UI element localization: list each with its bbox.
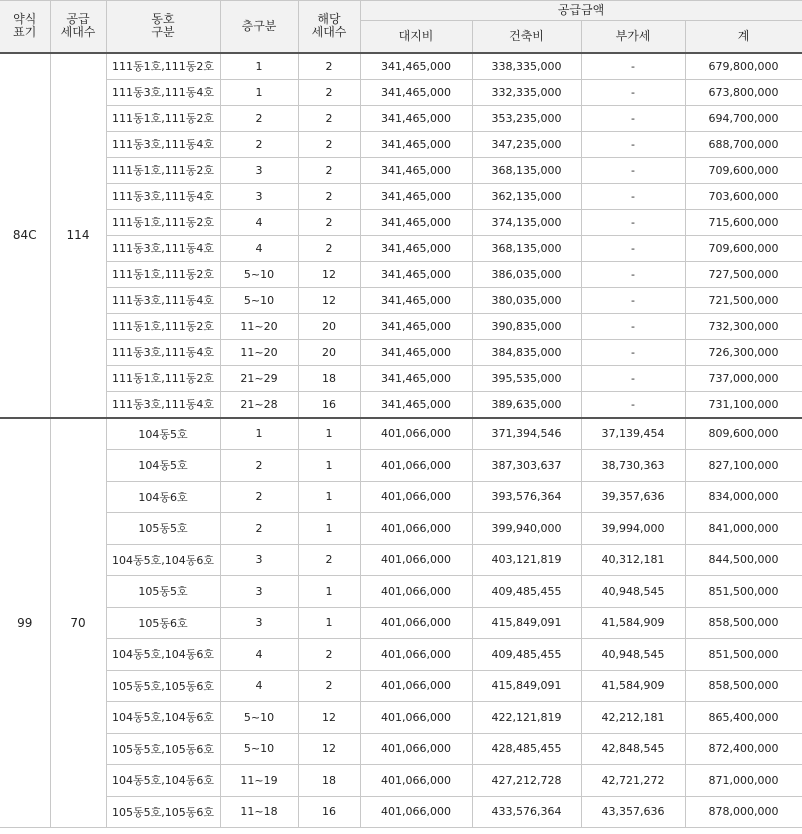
floor-cell: 21~28 xyxy=(220,391,298,418)
header-units xyxy=(298,1,360,53)
header-unit xyxy=(106,1,220,53)
unit-cell: 104동5호 xyxy=(106,418,220,450)
floor-cell: 11~20 xyxy=(220,339,298,365)
land-cell: 401,066,000 xyxy=(360,544,472,576)
floor-cell: 4 xyxy=(220,639,298,671)
unit-cell: 105동5호 xyxy=(106,513,220,545)
vat-cell: 39,994,000 xyxy=(581,513,685,545)
vat-cell: 37,139,454 xyxy=(581,418,685,450)
header-supply-units-line1: 공급 xyxy=(66,12,90,27)
floor-cell: 1 xyxy=(220,53,298,80)
total-cell: 841,000,000 xyxy=(685,513,802,545)
header-units-line1: 해당 xyxy=(317,12,341,27)
land-cell: 401,066,000 xyxy=(360,702,472,734)
count-cell: 1 xyxy=(298,513,360,545)
table-row xyxy=(0,105,802,131)
vat-cell: 41,584,909 xyxy=(581,607,685,639)
table-header xyxy=(0,1,802,53)
land-cell: 401,066,000 xyxy=(360,765,472,797)
header-unit-line1: 동호 xyxy=(151,12,175,27)
building-cell: 427,212,728 xyxy=(472,765,581,797)
table-row xyxy=(0,157,802,183)
unit-cell: 111동1호,111동2호 xyxy=(106,209,220,235)
count-cell: 2 xyxy=(298,157,360,183)
count-cell: 12 xyxy=(298,733,360,765)
total-cell: 732,300,000 xyxy=(685,313,802,339)
floor-cell: 4 xyxy=(220,209,298,235)
table-row xyxy=(0,313,802,339)
floor-cell: 5~10 xyxy=(220,287,298,313)
building-cell: 399,940,000 xyxy=(472,513,581,545)
land-cell: 341,465,000 xyxy=(360,79,472,105)
unit-cell: 105동6호 xyxy=(106,607,220,639)
count-cell: 2 xyxy=(298,79,360,105)
vat-cell: - xyxy=(581,391,685,418)
unit-cell: 111동1호,111동2호 xyxy=(106,261,220,287)
header-land: 대지비 xyxy=(360,21,472,53)
count-cell: 20 xyxy=(298,313,360,339)
land-cell: 401,066,000 xyxy=(360,796,472,828)
total-cell: 827,100,000 xyxy=(685,450,802,482)
unit-cell: 111동3호,111동4호 xyxy=(106,339,220,365)
count-cell: 1 xyxy=(298,607,360,639)
count-cell: 2 xyxy=(298,639,360,671)
type-cell: 84C xyxy=(0,53,50,418)
land-cell: 341,465,000 xyxy=(360,53,472,80)
floor-cell: 5~10 xyxy=(220,733,298,765)
count-cell: 2 xyxy=(298,235,360,261)
land-cell: 401,066,000 xyxy=(360,576,472,608)
floor-cell: 11~19 xyxy=(220,765,298,797)
count-cell: 2 xyxy=(298,183,360,209)
unit-cell: 111동3호,111동4호 xyxy=(106,131,220,157)
land-cell: 341,465,000 xyxy=(360,105,472,131)
count-cell: 2 xyxy=(298,105,360,131)
total-cell: 737,000,000 xyxy=(685,365,802,391)
vat-cell: 39,357,636 xyxy=(581,481,685,513)
vat-cell: - xyxy=(581,261,685,287)
table-row xyxy=(0,702,802,734)
building-cell: 380,035,000 xyxy=(472,287,581,313)
count-cell: 12 xyxy=(298,261,360,287)
total-cell: 688,700,000 xyxy=(685,131,802,157)
total-cell: 673,800,000 xyxy=(685,79,802,105)
table-row xyxy=(0,576,802,608)
building-cell: 415,849,091 xyxy=(472,607,581,639)
count-cell: 1 xyxy=(298,481,360,513)
land-cell: 341,465,000 xyxy=(360,391,472,418)
vat-cell: - xyxy=(581,287,685,313)
table-row xyxy=(0,365,802,391)
header-floor: 층구분 xyxy=(220,1,298,53)
building-cell: 409,485,455 xyxy=(472,576,581,608)
floor-cell: 11~18 xyxy=(220,796,298,828)
vat-cell: - xyxy=(581,79,685,105)
table-row xyxy=(0,639,802,671)
vat-cell: - xyxy=(581,235,685,261)
land-cell: 401,066,000 xyxy=(360,607,472,639)
building-cell: 384,835,000 xyxy=(472,339,581,365)
land-cell: 341,465,000 xyxy=(360,287,472,313)
total-cell: 703,600,000 xyxy=(685,183,802,209)
unit-cell: 105동5호,105동6호 xyxy=(106,670,220,702)
building-cell: 371,394,546 xyxy=(472,418,581,450)
unit-cell: 111동1호,111동2호 xyxy=(106,313,220,339)
table-row xyxy=(0,79,802,105)
land-cell: 341,465,000 xyxy=(360,209,472,235)
header-supply-units-line2: 세대수 xyxy=(60,25,96,40)
building-cell: 393,576,364 xyxy=(472,481,581,513)
total-cell: 851,500,000 xyxy=(685,639,802,671)
floor-cell: 1 xyxy=(220,79,298,105)
total-cell: 878,000,000 xyxy=(685,796,802,828)
unit-cell: 111동3호,111동4호 xyxy=(106,391,220,418)
total-cell: 721,500,000 xyxy=(685,287,802,313)
building-cell: 386,035,000 xyxy=(472,261,581,287)
table-row xyxy=(0,53,802,80)
header-vat: 부가세 xyxy=(581,21,685,53)
land-cell: 341,465,000 xyxy=(360,313,472,339)
table-row xyxy=(0,287,802,313)
building-cell: 374,135,000 xyxy=(472,209,581,235)
table-row xyxy=(0,513,802,545)
count-cell: 1 xyxy=(298,576,360,608)
table-row xyxy=(0,765,802,797)
building-cell: 433,576,364 xyxy=(472,796,581,828)
count-cell: 2 xyxy=(298,670,360,702)
building-cell: 387,303,637 xyxy=(472,450,581,482)
total-cell: 858,500,000 xyxy=(685,670,802,702)
total-cell: 679,800,000 xyxy=(685,53,802,80)
total-cell: 851,500,000 xyxy=(685,576,802,608)
vat-cell: 40,312,181 xyxy=(581,544,685,576)
unit-cell: 111동3호,111동4호 xyxy=(106,287,220,313)
total-cell: 844,500,000 xyxy=(685,544,802,576)
header-building: 건축비 xyxy=(472,21,581,53)
floor-cell: 2 xyxy=(220,481,298,513)
table-row xyxy=(0,418,802,450)
count-cell: 12 xyxy=(298,287,360,313)
floor-cell: 3 xyxy=(220,183,298,209)
vat-cell: - xyxy=(581,131,685,157)
count-cell: 18 xyxy=(298,365,360,391)
unit-cell: 104동5호,104동6호 xyxy=(106,639,220,671)
vat-cell: 40,948,545 xyxy=(581,576,685,608)
land-cell: 341,465,000 xyxy=(360,235,472,261)
unit-cell: 104동6호 xyxy=(106,481,220,513)
type-cell: 99 xyxy=(0,418,50,828)
land-cell: 341,465,000 xyxy=(360,183,472,209)
table-row xyxy=(0,339,802,365)
count-cell: 1 xyxy=(298,450,360,482)
vat-cell: 42,212,181 xyxy=(581,702,685,734)
header-supply-units xyxy=(50,1,106,53)
table-body xyxy=(0,53,802,828)
table-row xyxy=(0,733,802,765)
unit-cell: 105동5호,105동6호 xyxy=(106,796,220,828)
table-row xyxy=(0,607,802,639)
unit-cell: 104동5호,104동6호 xyxy=(106,765,220,797)
vat-cell: - xyxy=(581,53,685,80)
total-cell: 834,000,000 xyxy=(685,481,802,513)
building-cell: 409,485,455 xyxy=(472,639,581,671)
total-cell: 726,300,000 xyxy=(685,339,802,365)
total-cell: 694,700,000 xyxy=(685,105,802,131)
unit-cell: 104동5호,104동6호 xyxy=(106,702,220,734)
count-cell: 16 xyxy=(298,391,360,418)
floor-cell: 11~20 xyxy=(220,313,298,339)
building-cell: 403,121,819 xyxy=(472,544,581,576)
unit-cell: 104동5호 xyxy=(106,450,220,482)
building-cell: 422,121,819 xyxy=(472,702,581,734)
total-cell: 871,000,000 xyxy=(685,765,802,797)
total-cell: 865,400,000 xyxy=(685,702,802,734)
building-cell: 332,335,000 xyxy=(472,79,581,105)
count-cell: 20 xyxy=(298,339,360,365)
vat-cell: 38,730,363 xyxy=(581,450,685,482)
vat-cell: - xyxy=(581,183,685,209)
header-units-line2: 세대수 xyxy=(311,25,347,40)
table-row xyxy=(0,796,802,828)
building-cell: 347,235,000 xyxy=(472,131,581,157)
count-cell: 2 xyxy=(298,131,360,157)
unit-cell: 111동1호,111동2호 xyxy=(106,157,220,183)
building-cell: 353,235,000 xyxy=(472,105,581,131)
vat-cell: - xyxy=(581,339,685,365)
total-cell: 727,500,000 xyxy=(685,261,802,287)
table-row xyxy=(0,235,802,261)
building-cell: 368,135,000 xyxy=(472,157,581,183)
vat-cell: - xyxy=(581,209,685,235)
total-cell: 709,600,000 xyxy=(685,235,802,261)
building-cell: 362,135,000 xyxy=(472,183,581,209)
unit-cell: 104동5호,104동6호 xyxy=(106,544,220,576)
floor-cell: 4 xyxy=(220,235,298,261)
building-cell: 395,535,000 xyxy=(472,365,581,391)
land-cell: 401,066,000 xyxy=(360,481,472,513)
count-cell: 2 xyxy=(298,544,360,576)
count-cell: 2 xyxy=(298,209,360,235)
land-cell: 341,465,000 xyxy=(360,157,472,183)
building-cell: 368,135,000 xyxy=(472,235,581,261)
building-cell: 389,635,000 xyxy=(472,391,581,418)
header-type-line2: 표기 xyxy=(13,25,37,40)
count-cell: 18 xyxy=(298,765,360,797)
vat-cell: - xyxy=(581,105,685,131)
vat-cell: 40,948,545 xyxy=(581,639,685,671)
building-cell: 338,335,000 xyxy=(472,53,581,80)
table-row xyxy=(0,670,802,702)
land-cell: 341,465,000 xyxy=(360,261,472,287)
floor-cell: 3 xyxy=(220,157,298,183)
table-row xyxy=(0,481,802,513)
unit-cell: 105동5호 xyxy=(106,576,220,608)
floor-cell: 2 xyxy=(220,450,298,482)
unit-cell: 111동3호,111동4호 xyxy=(106,235,220,261)
unit-cell: 111동3호,111동4호 xyxy=(106,183,220,209)
land-cell: 401,066,000 xyxy=(360,418,472,450)
floor-cell: 3 xyxy=(220,576,298,608)
land-cell: 341,465,000 xyxy=(360,339,472,365)
supply-units-cell: 70 xyxy=(50,418,106,828)
building-cell: 415,849,091 xyxy=(472,670,581,702)
vat-cell: 41,584,909 xyxy=(581,670,685,702)
floor-cell: 5~10 xyxy=(220,261,298,287)
unit-cell: 111동3호,111동4호 xyxy=(106,79,220,105)
floor-cell: 4 xyxy=(220,670,298,702)
header-total: 계 xyxy=(685,21,802,53)
table-row xyxy=(0,450,802,482)
table-row xyxy=(0,209,802,235)
floor-cell: 2 xyxy=(220,131,298,157)
land-cell: 341,465,000 xyxy=(360,365,472,391)
land-cell: 401,066,000 xyxy=(360,450,472,482)
floor-cell: 2 xyxy=(220,105,298,131)
land-cell: 401,066,000 xyxy=(360,639,472,671)
header-supply-amount: 공급금액 xyxy=(360,1,802,21)
total-cell: 809,600,000 xyxy=(685,418,802,450)
land-cell: 401,066,000 xyxy=(360,670,472,702)
floor-cell: 21~29 xyxy=(220,365,298,391)
vat-cell: 42,848,545 xyxy=(581,733,685,765)
land-cell: 341,465,000 xyxy=(360,131,472,157)
unit-cell: 111동1호,111동2호 xyxy=(106,53,220,80)
table-row xyxy=(0,544,802,576)
table-row xyxy=(0,261,802,287)
total-cell: 872,400,000 xyxy=(685,733,802,765)
count-cell: 2 xyxy=(298,53,360,80)
land-cell: 401,066,000 xyxy=(360,733,472,765)
unit-cell: 111동1호,111동2호 xyxy=(106,365,220,391)
total-cell: 709,600,000 xyxy=(685,157,802,183)
table-row xyxy=(0,183,802,209)
unit-cell: 111동1호,111동2호 xyxy=(106,105,220,131)
header-type xyxy=(0,1,50,53)
land-cell: 401,066,000 xyxy=(360,513,472,545)
floor-cell: 1 xyxy=(220,418,298,450)
supply-units-cell: 114 xyxy=(50,53,106,418)
total-cell: 715,600,000 xyxy=(685,209,802,235)
floor-cell: 5~10 xyxy=(220,702,298,734)
table-row xyxy=(0,131,802,157)
building-cell: 428,485,455 xyxy=(472,733,581,765)
total-cell: 858,500,000 xyxy=(685,607,802,639)
table-row xyxy=(0,391,802,418)
count-cell: 1 xyxy=(298,418,360,450)
count-cell: 12 xyxy=(298,702,360,734)
floor-cell: 3 xyxy=(220,607,298,639)
header-type-line1: 약식 xyxy=(13,12,37,27)
vat-cell: - xyxy=(581,313,685,339)
vat-cell: - xyxy=(581,365,685,391)
count-cell: 16 xyxy=(298,796,360,828)
vat-cell: 43,357,636 xyxy=(581,796,685,828)
header-unit-line2: 구분 xyxy=(151,25,175,40)
vat-cell: - xyxy=(581,157,685,183)
building-cell: 390,835,000 xyxy=(472,313,581,339)
floor-cell: 3 xyxy=(220,544,298,576)
floor-cell: 2 xyxy=(220,513,298,545)
unit-cell: 105동5호,105동6호 xyxy=(106,733,220,765)
total-cell: 731,100,000 xyxy=(685,391,802,418)
vat-cell: 42,721,272 xyxy=(581,765,685,797)
